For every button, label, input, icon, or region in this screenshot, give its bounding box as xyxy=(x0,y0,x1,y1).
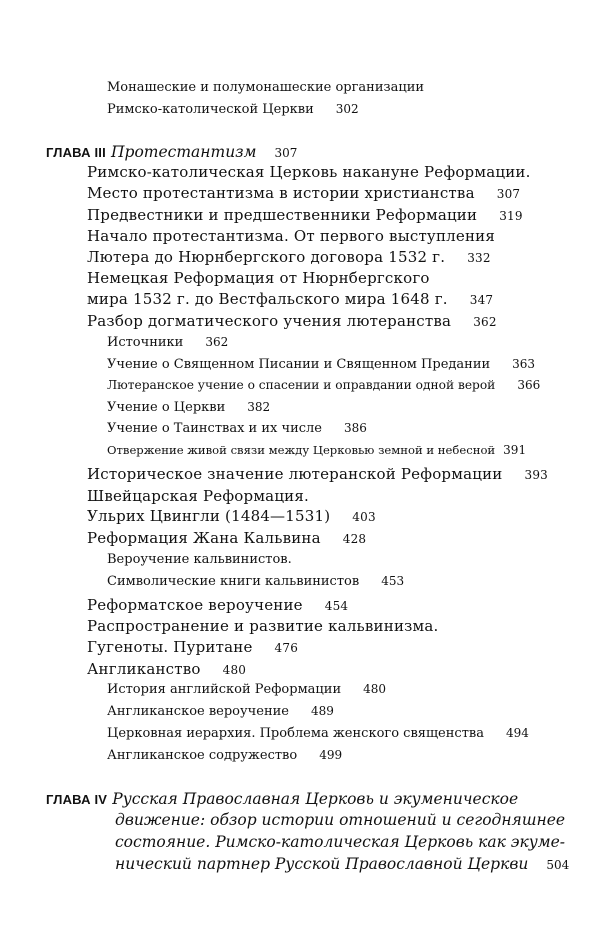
page-number: 499 xyxy=(319,748,343,762)
page-number: 428 xyxy=(342,532,367,546)
page-number: 454 xyxy=(324,599,349,613)
toc-entry xyxy=(87,465,548,483)
toc-subentry xyxy=(107,726,529,741)
entry-text: Учение о Таинствах и их числе xyxy=(107,421,322,436)
chapter-title-text: нический партнер Русской Православной Церкви xyxy=(115,855,529,873)
entry-text: Учение о Священном Писании и Священном Предании xyxy=(107,357,491,372)
entry-text: Историческое значение лютеранской Реформации xyxy=(87,465,503,483)
entry-text: Лютера до Нюрнбергского договора 1532 г. xyxy=(87,248,446,266)
page-number: 307 xyxy=(496,187,521,201)
toc-subentry xyxy=(107,682,386,697)
page-number: 403 xyxy=(352,510,376,524)
page-number: 391 xyxy=(503,443,527,457)
page-number: 494 xyxy=(505,726,529,740)
entry-text: Символические книги кальвинистов xyxy=(107,574,360,589)
page-number: 382 xyxy=(247,400,271,414)
toc-entry xyxy=(87,638,298,656)
toc-entry xyxy=(87,660,246,678)
page-number: 363 xyxy=(512,357,536,371)
page-number: 489 xyxy=(310,704,334,718)
chapter-title-line xyxy=(115,855,569,873)
entry-text: Реформация Жана Кальвина xyxy=(87,529,321,547)
page-number: 302 xyxy=(335,102,359,116)
toc-entry xyxy=(87,617,439,635)
toc-entry xyxy=(87,227,495,245)
toc-entry xyxy=(87,184,520,202)
toc-subentry xyxy=(107,552,292,567)
entry-text: Римско-католическая Церковь накануне Реформации. xyxy=(87,163,531,181)
toc-subentry xyxy=(107,400,270,415)
page-number: 504 xyxy=(546,858,570,872)
toc-entry xyxy=(87,529,366,547)
entry-text: Монашеские и полумонашеские организации xyxy=(107,80,425,95)
chapter-title: Русская Православная Церковь и экуменическое xyxy=(112,790,519,808)
toc-entry xyxy=(87,487,309,505)
entry-text: Отвержение живой связи между Церковью земной и небесной xyxy=(107,443,496,457)
page-number: 366 xyxy=(517,378,541,392)
chapter-label: ГЛАВА IV xyxy=(46,792,108,807)
chapter-title-line xyxy=(115,811,565,829)
page-number: 386 xyxy=(343,421,367,435)
entry-text: Учение о Церкви xyxy=(107,400,226,415)
entry-text: Англиканство xyxy=(87,660,201,678)
entry-text: Место протестантизма в истории христианства xyxy=(87,184,475,202)
toc-subentry xyxy=(107,443,526,458)
entry-text: Разбор догматического учения лютеранства xyxy=(87,312,452,330)
page-number: 362 xyxy=(473,315,497,329)
entry-text: Англиканское вероучение xyxy=(107,704,289,719)
page-number: 480 xyxy=(363,682,387,696)
page-number: 453 xyxy=(381,574,405,588)
entry-text: Распространение и развитие кальвинизма. xyxy=(87,617,439,635)
chapter-heading xyxy=(46,789,518,808)
entry-text: Церковная иерархия. Проблема женского священства xyxy=(107,726,484,741)
page-number: 332 xyxy=(467,251,491,265)
toc-entry xyxy=(87,312,497,330)
entry-text: История английской Реформации xyxy=(107,682,342,697)
entry-text: Гугеноты. Пуритане xyxy=(87,638,253,656)
toc-entry xyxy=(107,102,359,117)
entry-text: Реформатское вероучение xyxy=(87,596,303,614)
toc-subentry xyxy=(107,574,404,589)
entry-text: Лютеранское учение о спасении и оправдании одной верой xyxy=(107,378,496,392)
page-number: 362 xyxy=(205,335,229,349)
toc-entry xyxy=(87,163,531,181)
page-number: 319 xyxy=(499,209,523,223)
toc-entry xyxy=(87,248,491,266)
entry-text: Римско-католической Церкви xyxy=(107,102,314,117)
toc-entry xyxy=(87,290,493,308)
page-number: 347 xyxy=(469,293,494,307)
chapter-heading xyxy=(46,142,297,161)
entry-text: Англиканское содружество xyxy=(107,748,298,763)
chapter-title: Протестантизм xyxy=(111,143,257,161)
toc-entry xyxy=(87,206,523,224)
entry-text: Предвестники и предшественники Реформации xyxy=(87,206,478,224)
toc-subentry xyxy=(107,704,334,719)
page-number: 393 xyxy=(524,468,549,482)
page-number: 480 xyxy=(222,663,247,677)
toc-entry xyxy=(87,596,348,614)
toc-subentry xyxy=(107,357,535,372)
chapter-label: ГЛАВА III xyxy=(46,145,106,160)
entry-text: Источники xyxy=(107,335,184,350)
toc-subentry xyxy=(107,748,342,763)
toc-entry xyxy=(87,507,376,525)
toc-subentry xyxy=(107,378,540,393)
chapter-title-text: состояние. Римско-католическая Церковь как экуме- xyxy=(115,833,565,851)
chapter-title-line xyxy=(115,833,565,851)
page-number: 307 xyxy=(274,146,298,160)
toc-entry xyxy=(87,269,430,287)
page-number: 476 xyxy=(274,641,299,655)
toc-subentry xyxy=(107,335,228,350)
chapter-title-text: движение: обзор истории отношений и сегодняшнее xyxy=(115,811,566,829)
toc-entry xyxy=(107,80,424,95)
entry-text: Немецкая Реформация от Нюрнбергского xyxy=(87,269,430,287)
entry-text: Вероучение кальвинистов. xyxy=(107,552,292,567)
entry-text: Ульрих Цвингли (1484—1531) xyxy=(87,507,331,525)
entry-text: Швейцарская Реформация. xyxy=(87,487,310,505)
toc-subentry xyxy=(107,421,367,436)
entry-text: мира 1532 г. до Вестфальского мира 1648 г. xyxy=(87,290,448,308)
entry-text: Начало протестантизма. От первого выступления xyxy=(87,227,496,245)
